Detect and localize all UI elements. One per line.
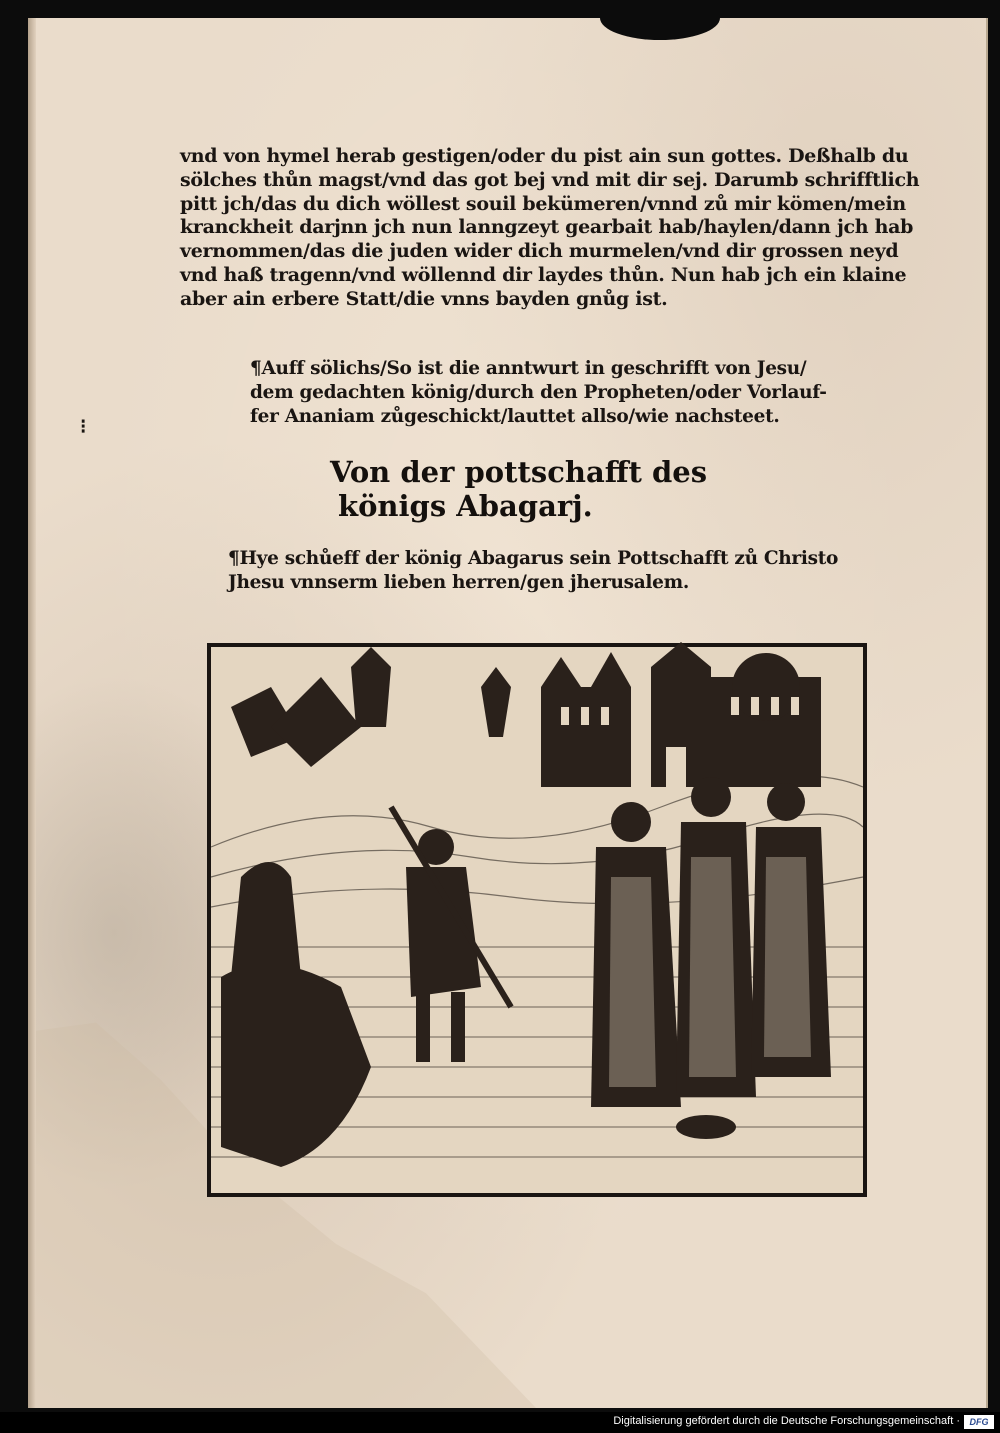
paragraph-line: ¶Hye schůeff der könig Abagarus sein Pottschafft zů Christo	[228, 548, 839, 569]
woodcut-drawing	[211, 647, 863, 1193]
paragraph-line: ¶Auff sölichs/So ist die anntwurt in geschrifft von Jesu/	[250, 358, 807, 379]
paragraph-line: dem gedachten könig/durch den Propheten/oder Vorlauf-	[250, 382, 827, 403]
paragraph-line: fer Ananiam zůgeschickt/lauttet allso/wie nachsteet.	[250, 406, 780, 427]
footer-credit: Digitalisierung gefördert durch die Deutsche Forschungsgemeinschaft ·	[613, 1415, 960, 1427]
dfg-logo: DFG	[964, 1415, 994, 1429]
page-tear	[600, 18, 720, 40]
body-text	[180, 145, 920, 312]
body-line: vnd haß tragenn/vnd wöllennd dir laydes thůn. Nun hab jch ein klaine	[180, 263, 907, 286]
heading-line: königs Abagarj.	[338, 489, 593, 523]
body-line: sölches thůn magst/vnd das got bej vnd mit dir sej. Darumb schrifftlich	[180, 168, 920, 191]
pilcrow-mark: ¶	[228, 548, 240, 569]
chapter-heading	[330, 455, 750, 523]
body-line: aber ain erbere Statt/die vnns bayden gnůg ist.	[180, 287, 668, 310]
margin-mark: ⁝	[80, 414, 87, 438]
page-fold	[28, 18, 36, 1408]
body-line: pitt jch/das du dich wöllest souil bekümeren/vnnd zů mir kömen/mein	[180, 192, 906, 215]
caption-paragraph	[228, 547, 848, 595]
woodcut-illustration	[207, 643, 867, 1197]
body-line: kranckheit darjnn jch nun lanngzeyt gearbait hab/haylen/dann jch hab	[180, 216, 914, 239]
footer-bar	[0, 1412, 1000, 1433]
heading-line: Von der pottschafft des	[330, 455, 708, 489]
answer-paragraph	[250, 357, 840, 429]
pilcrow-mark: ¶	[250, 358, 262, 379]
paragraph-line: Jhesu vnnserm lieben herren/gen jherusalem.	[228, 572, 690, 593]
body-line: vernommen/das die juden wider dich murmelen/vnd dir grossen neyd	[180, 240, 899, 263]
body-line: vnd von hymel herab gestigen/oder du pist ain sun gottes. Deßhalb du	[180, 145, 909, 167]
